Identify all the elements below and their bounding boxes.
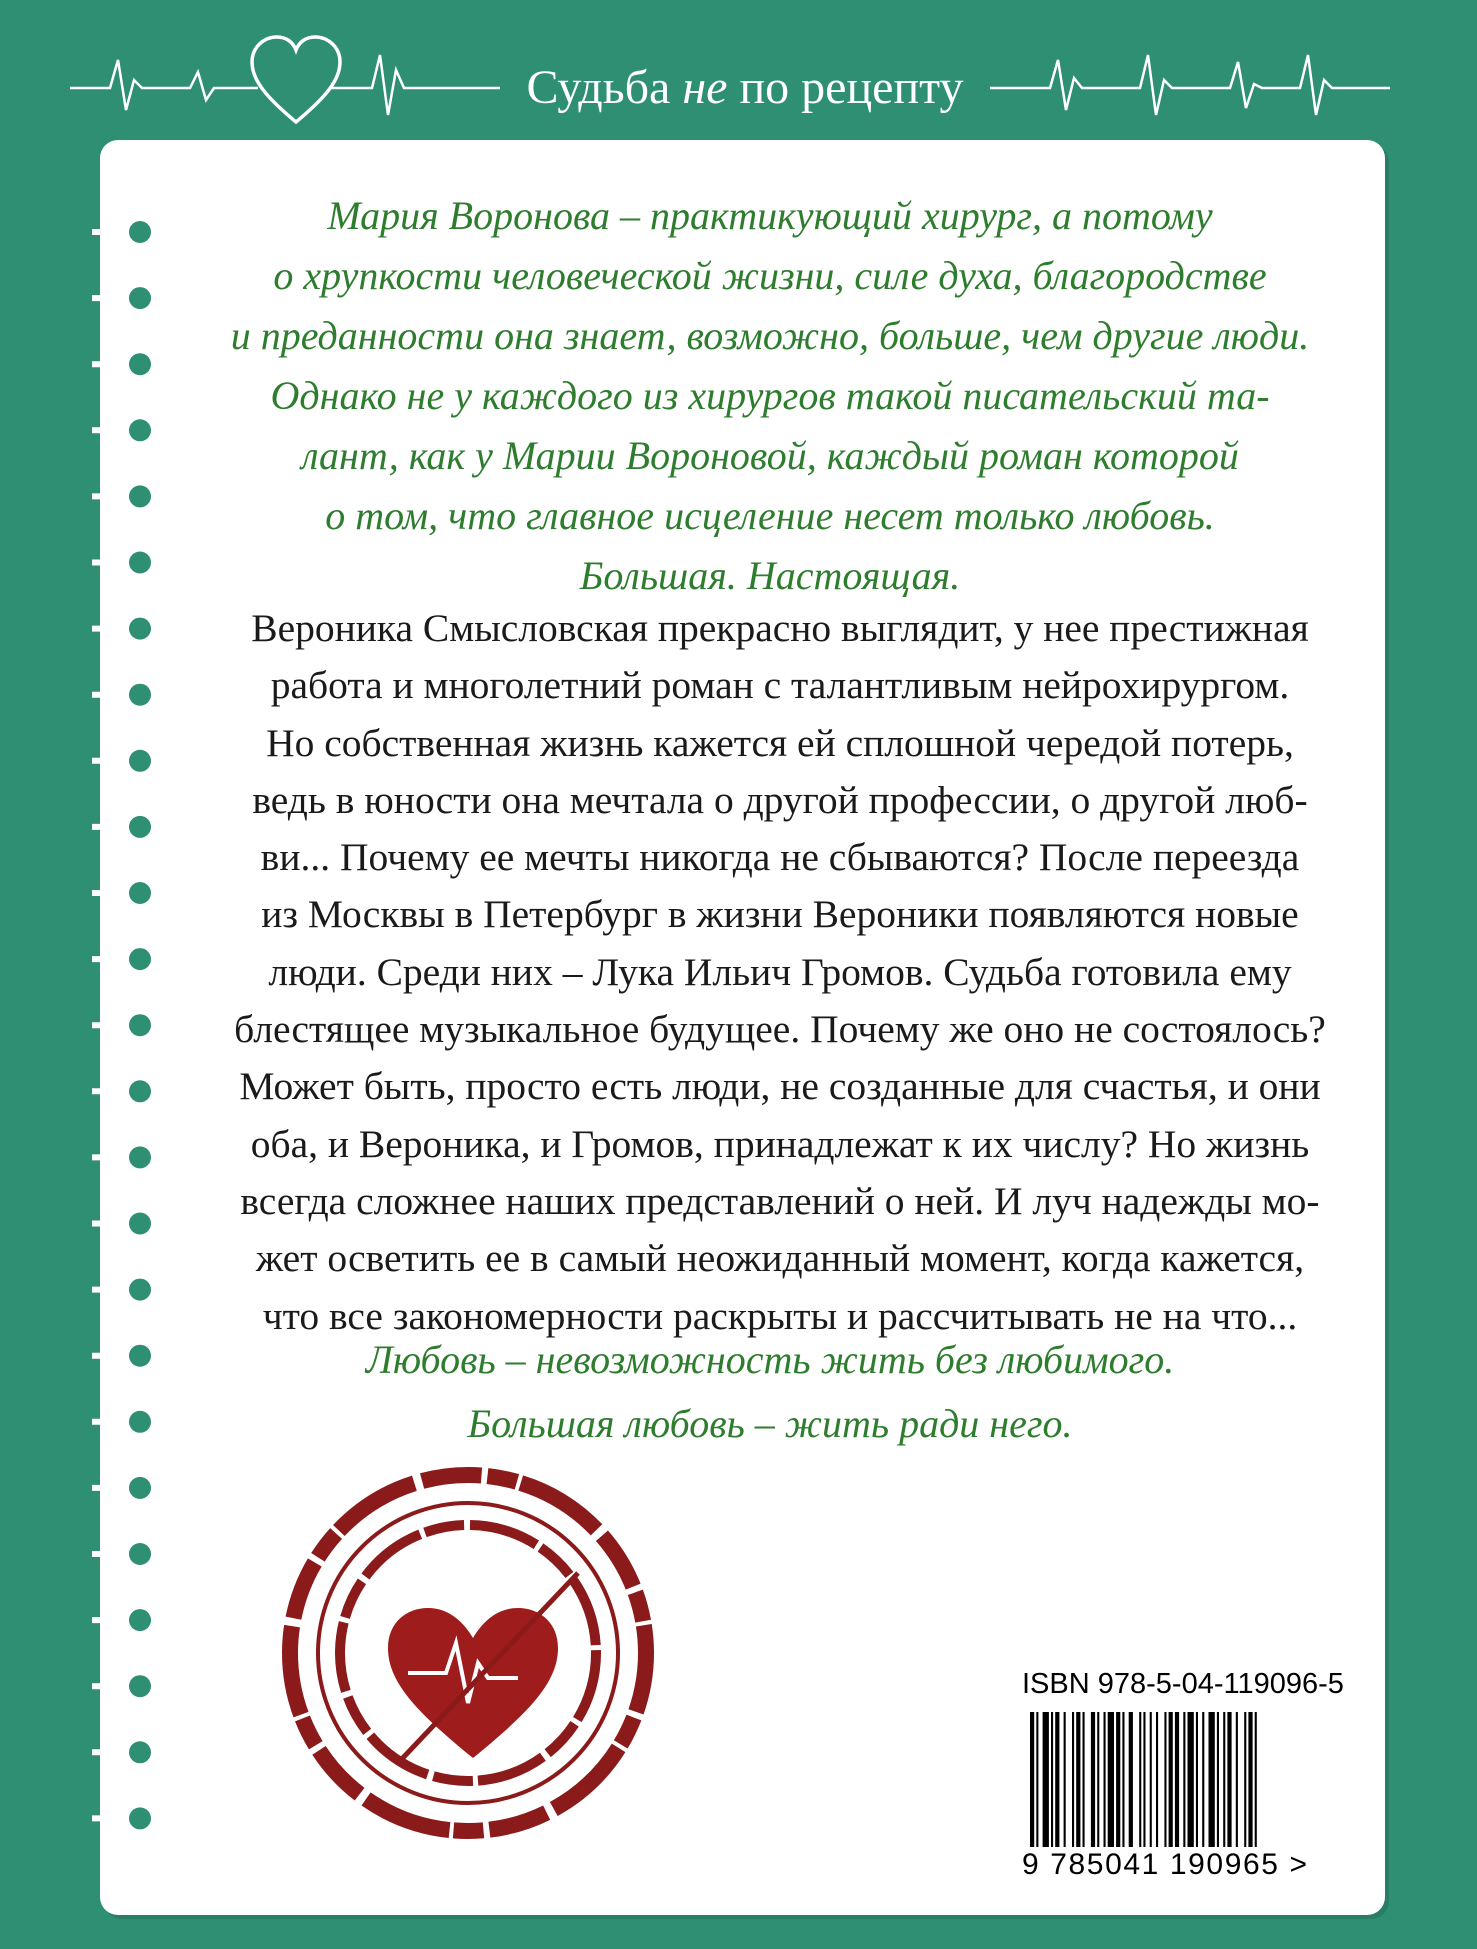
synopsis-line: жет осветить ее в самый неожиданный момент, когда кажется, [255, 1236, 1305, 1281]
barcode-bar [1169, 1712, 1173, 1847]
barcode-bar [1139, 1712, 1141, 1847]
heart-outline-icon [246, 32, 346, 132]
barcode-bar [1064, 1712, 1066, 1847]
barcode-bar [1030, 1712, 1034, 1847]
barcode-number: 9 785041 190965 > [1022, 1848, 1309, 1881]
barcode-bar [1209, 1712, 1215, 1847]
barcode-bar [1183, 1712, 1185, 1847]
quote-line: о хрупкости человеческой жизни, силе духа, благородстве [273, 253, 1267, 298]
barcode-bar [1122, 1712, 1124, 1847]
barcode-bar [1156, 1712, 1158, 1847]
barcode-bar [1202, 1712, 1204, 1847]
barcode-bar [1036, 1712, 1038, 1847]
barcode-bar [1164, 1712, 1166, 1847]
barcode-bar [1097, 1712, 1099, 1847]
barcode-bar [1255, 1712, 1257, 1847]
barcode-bar [1104, 1712, 1106, 1847]
barcode-bar [1248, 1712, 1252, 1847]
series-header [0, 0, 1477, 140]
synopsis-line: блестящее музыкальное будущее. Почему же оно не состоялось? [234, 1007, 1326, 1052]
barcode-bar [1055, 1712, 1059, 1847]
heart-stamp-icon [278, 1463, 658, 1843]
barcode-bar [1227, 1712, 1231, 1847]
barcode-bar [1091, 1712, 1095, 1847]
quote-line: Мария Воронова – практикующий хирург, а потому [327, 193, 1213, 238]
barcode-bar [1223, 1712, 1225, 1847]
quote-line: Однако не у каждого из хирургов такой писательский та- [270, 373, 1270, 418]
barcode-bar [1217, 1712, 1219, 1847]
barcode [1022, 1668, 1352, 1888]
barcode-bar [1116, 1712, 1120, 1847]
synopsis-line: Вероника Смысловская прекрасно выглядит, у нее престижная [251, 606, 1309, 650]
barcode-bar [1108, 1712, 1114, 1847]
barcode-bar [1175, 1712, 1179, 1847]
synopsis-line: Но собственная жизнь кажется ей сплошной чередой потерь, [266, 720, 1294, 765]
barcode-bar [1076, 1712, 1080, 1847]
quote-line: Любовь – невозможность жить без любимого. [365, 1337, 1175, 1382]
quote-line: о том, что главное исцеление несет только любовь. [325, 493, 1215, 538]
barcode-bars-icon [1030, 1712, 1345, 1847]
quote-line: лант, как у Марии Вороновой, каждый роман которой [301, 433, 1239, 478]
synopsis-line: ви... Почему ее мечты никогда не сбываются? После переезда [260, 835, 1300, 880]
synopsis-line: Может быть, просто есть люди, не созданные для счастья, и они [239, 1064, 1321, 1109]
author-quote [190, 186, 1350, 606]
barcode-bar [1083, 1712, 1085, 1847]
synopsis [220, 600, 1340, 1345]
barcode-bar [1129, 1712, 1133, 1847]
barcode-bar [1244, 1712, 1246, 1847]
isbn-label: ISBN 978-5-04-119096-5 [1022, 1668, 1344, 1700]
barcode-bar [1188, 1712, 1194, 1847]
synopsis-line: работа и многолетний роман с талантливым нейрохирургом. [270, 663, 1290, 708]
barcode-bar [1150, 1712, 1152, 1847]
synopsis-line: люди. Среди них – Лука Ильич Громов. Судьба готовила ему [268, 949, 1292, 994]
synopsis-line: что все закономерности раскрыты и рассчитывать не на что... [262, 1293, 1298, 1338]
barcode-bar [1236, 1712, 1238, 1847]
quote-line: Большая. Настоящая. [579, 553, 961, 598]
synopsis-line: из Москвы в Петербург в жизни Вероники появляются новые [261, 892, 1299, 937]
barcode-bar [1072, 1712, 1074, 1847]
quote-line: Большая любовь – жить ради него. [467, 1401, 1073, 1446]
barcode-bar [1196, 1712, 1198, 1847]
synopsis-line: всегда сложнее наших представлений о ней. И луч надежды мо- [240, 1178, 1320, 1223]
barcode-bar [1043, 1712, 1049, 1847]
barcode-bar [1143, 1712, 1145, 1847]
closing-quote [190, 1328, 1350, 1456]
series-title: Судьба не по рецепту [526, 61, 964, 114]
synopsis-line: ведь в юности она мечтала о другой профессии, о другой люб- [252, 777, 1308, 822]
barcode-bar [1051, 1712, 1053, 1847]
synopsis-line: оба, и Вероника, и Громов, принадлежат к их числу? Но жизнь [250, 1121, 1310, 1166]
quote-line: и преданности она знает, возможно, больше, чем другие люди. [230, 313, 1310, 358]
